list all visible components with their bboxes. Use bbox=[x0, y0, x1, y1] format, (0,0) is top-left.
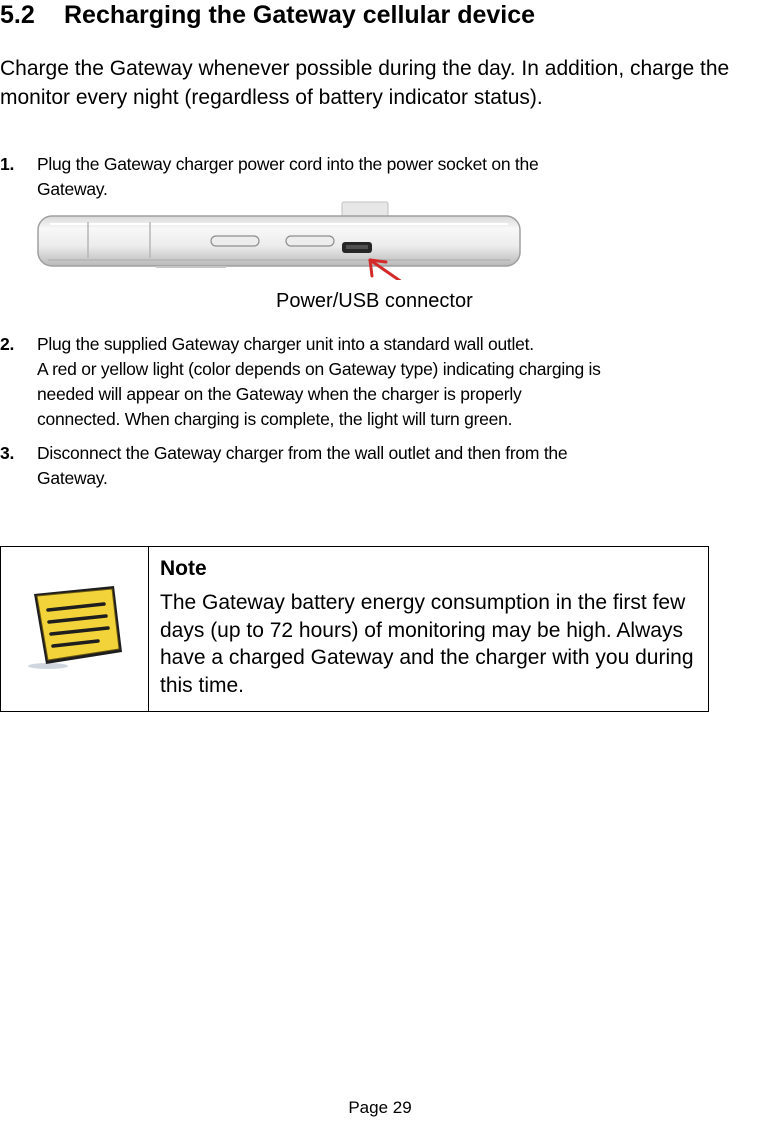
step-2-line-1: Plug the supplied Gateway charger unit into a standard wall outlet. bbox=[37, 334, 534, 354]
arrow-shaft bbox=[370, 260, 422, 280]
step-1-number: 1. bbox=[0, 154, 15, 174]
step-1-line-1: Plug the Gateway charger power cord into the power socket on the bbox=[37, 154, 539, 174]
note-title: Note bbox=[160, 557, 207, 580]
step-2-line-2: A red or yellow light (color depends on Gateway type) indicating charging is bbox=[37, 359, 601, 379]
connector-pointer-arrow bbox=[36, 200, 522, 280]
gateway-device-figure bbox=[36, 200, 522, 280]
step-3-text bbox=[37, 441, 760, 491]
note-text-cell bbox=[149, 547, 709, 712]
step-3-line-1: Disconnect the Gateway charger from the wall outlet and then from the bbox=[37, 443, 568, 463]
sticky-note-paper bbox=[37, 589, 119, 660]
page-number: Page 29 bbox=[348, 1098, 412, 1117]
step-3-line-2: Gateway. bbox=[37, 468, 108, 488]
step-2-line-4: connected. When charging is complete, the light will turn green. bbox=[37, 409, 513, 429]
intro-paragraph: Charge the Gateway whenever possible during the day. In addition, charge the monitor every night (regardless of battery indicator status). bbox=[0, 57, 730, 109]
section-heading bbox=[0, 0, 535, 30]
step-2-line-3: needed will appear on the Gateway when the charger is properly bbox=[37, 384, 522, 404]
step-1-line-2: Gateway. bbox=[37, 179, 108, 199]
step-2-number: 2. bbox=[0, 334, 15, 354]
power-usb-connector-label: Power/USB connector bbox=[276, 290, 473, 312]
note-body: The Gateway battery energy consumption in the first few days (up to 72 hours) of monitoring may be high. Always have a charged Gateway and the charger with you during this time. bbox=[160, 591, 694, 697]
section-title: Recharging the Gateway cellular device bbox=[64, 1, 536, 29]
note-icon-cell bbox=[1, 547, 149, 712]
note-box bbox=[0, 546, 709, 712]
step-2-text bbox=[37, 332, 760, 432]
section-number: 5.2 bbox=[0, 1, 35, 29]
step-3-number: 3. bbox=[0, 443, 15, 463]
sticky-note-icon bbox=[26, 582, 124, 672]
step-1-text bbox=[37, 152, 760, 202]
